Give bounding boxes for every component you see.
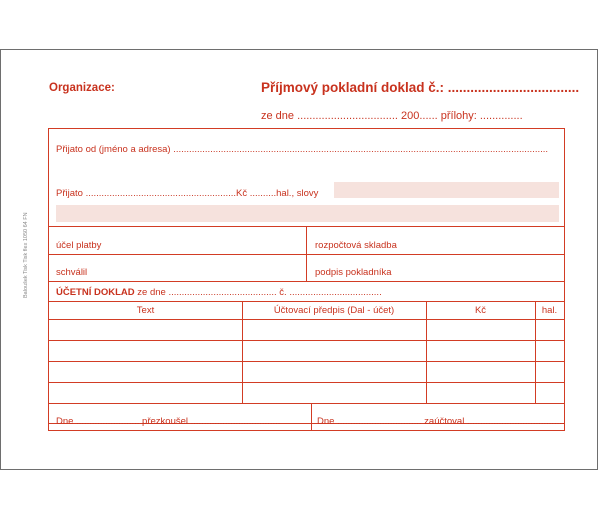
- payment-purpose-label: účel platby: [56, 240, 102, 251]
- received-from-field: Přijato od (jméno a adresa) ..............................................................................................................................................: [56, 144, 549, 155]
- receipt-form-sheet: [0, 49, 598, 470]
- budget-label: rozpočtová skladba: [315, 240, 397, 251]
- table-row: [49, 340, 564, 341]
- amount-words-box: [334, 182, 559, 198]
- accounting-document-line: [56, 287, 382, 298]
- checked-by-field: Dne ........................ přezkoušel ..................................: [56, 416, 281, 427]
- divider: [311, 403, 312, 431]
- table-row: [49, 319, 564, 320]
- table-column-divider: [426, 301, 427, 403]
- table-header-hal: hal.: [541, 305, 558, 316]
- cashier-signature-label: podpis pokladníka: [315, 267, 392, 278]
- received-amount-field: Přijato .........................................................Kč ..........hal., slovy: [56, 188, 319, 199]
- divider: [49, 301, 564, 302]
- divider: [49, 254, 564, 255]
- approved-label: schválil: [56, 267, 88, 278]
- table-column-divider: [242, 301, 243, 403]
- organization-label: Organizace:: [49, 82, 115, 94]
- table-row: [49, 382, 564, 383]
- printer-code: Baloušek Tisk Tisk flex 1050 64 FN: [23, 212, 29, 298]
- table-header-entry: Účtovací předpis (Dal - účet): [273, 305, 395, 316]
- posted-by-field: Dne ................................ zaúčtoval .....................................: [317, 416, 565, 427]
- table-header-text: Text: [136, 305, 155, 316]
- table-row: [49, 403, 564, 404]
- date-and-attachments-line: ze dne ................................. 200...... přílohy: ..............: [261, 110, 523, 122]
- form-frame: [48, 128, 565, 431]
- accounting-document-detail: ze dne ......................................... č. ...................................: [134, 287, 382, 298]
- table-header-kc: Kč: [474, 305, 487, 316]
- divider: [49, 281, 564, 282]
- table-row: [49, 361, 564, 362]
- document-title: Příjmový pokladní doklad č.: ...................................: [261, 80, 580, 95]
- accounting-document-title: ÚČETNÍ DOKLAD: [56, 287, 135, 298]
- amount-words-box-2: [56, 205, 559, 222]
- table-column-divider: [535, 301, 536, 403]
